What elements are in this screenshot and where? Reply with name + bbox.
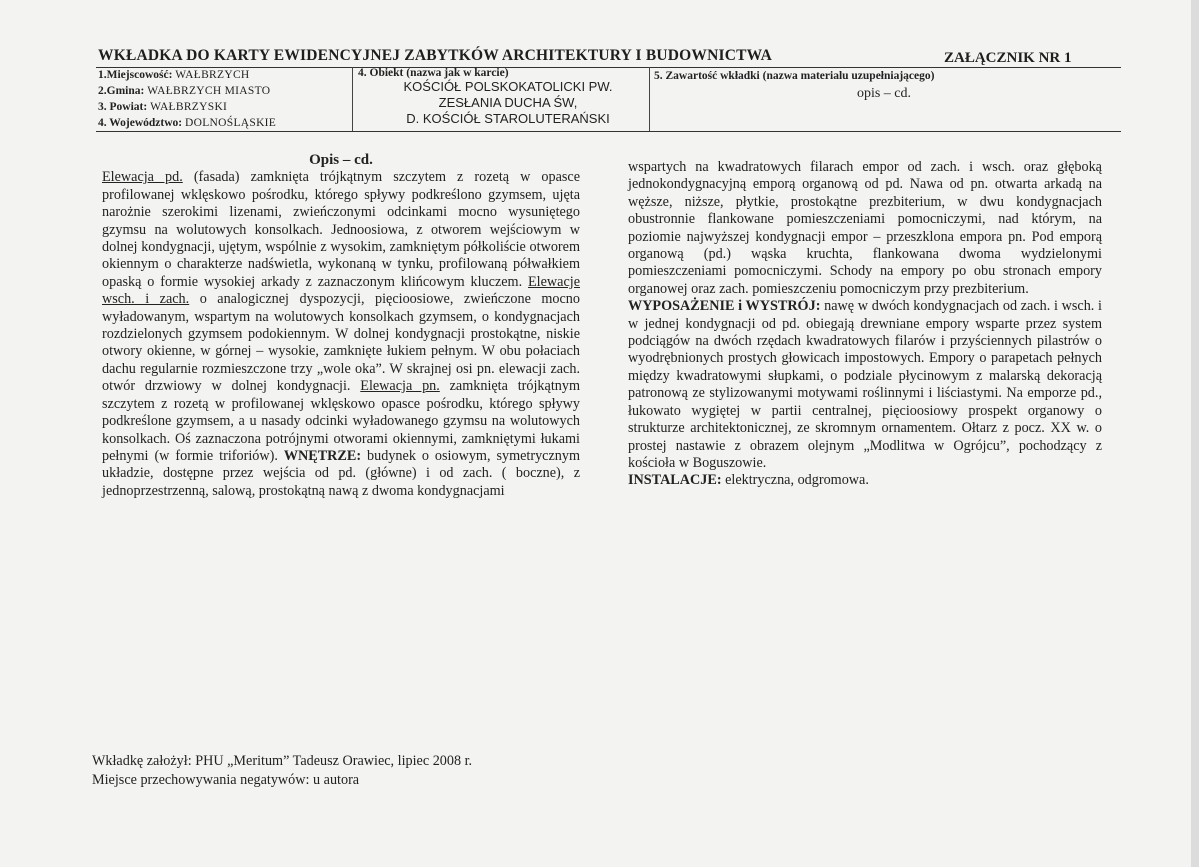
town-value: WAŁBRZYCH (175, 69, 250, 81)
footer-author: Wkładkę założył: PHU „Meritum” Tadeusz Orawiec, lipiec 2008 r. (92, 753, 473, 769)
east-west-elevation-text: o analogicznej dyspozycji, pięcioosiowe, zwieńczone mocno wyładowanym, wspartym na wolutowych konsolkach gzymsem, o kondygnacjach rozdzielonych gzymsem podokiennym. W dolnej kondygnacji prostokątne, niskie otwory okienne, w górnej – wysokie, zamknięte łukiem pełnym. W obu połaciach dachu regularnie rozmieszczone trzy „wole oka”. W skrajnej osi pn. elewacji zach. otwór drzwiowy w dolnej kondygnacji. (102, 291, 580, 395)
furnishings-text: nawę w dwóch kondygnacjach od zach. i wsch. i w jednej kondygnacji od pd. obiegają drewniane empory wsparte przez system podciągów na dwóch rzędach kwadratowych filarów i przyściennych pilastrów o wyodrębnionych prostych głowicach impostowych. Empory o parapetach pełnych między kwadratowymi słupkami, o podziale płycinowym z malarską dekoracją patronową ze stylizowanymi motywami roślinnymi i liściastymi. Na emporze pd., łukowato wygiętej w partii centralnej, pięcioosiowy prospekt organowy o strukturze architektonicznej, ze skromnym ornamentem. Ołtarz z pocz. XX w. o prostej nastawie z obrazem olejnym „Modlitwa w Ogrójcu”, pochodzący z kościoła w Boguszowie. (628, 298, 1102, 471)
object-name-line3: D. KOŚCIÓŁ STAROLUTERAŃSKI (406, 111, 610, 126)
voivodeship-row (98, 115, 276, 131)
interior-text-continued: wspartych na kwadratowych filarach empor od zach. i wsch. oraz głęboką jednokondygnacyjną emporą organową od pd. Nawa od pn. otwarta arkadą na węższe, niższe, płytkie, prostokątne prezbiterium, w dwu kondygnacjach obustronnie flankowane pomieszczeniami pomocniczymi, nad którym, na poziomie najwyższej kondygnacji empor – przeszklona empora pn. Pod emporą organową (pd.) wąska kruchta, flankowana dwoma wydzielonymi pomieszczeniami pomocniczymi. Schody na empory po obu stronach empory organowej oraz zach. pomieszczeniu pomocniczym przy prezbiterium. (628, 159, 1102, 297)
metadata-bottom-rule (96, 131, 1121, 132)
installations-heading: INSTALACJE: (628, 472, 722, 489)
content-block (654, 70, 1114, 102)
description-left-column (102, 152, 580, 500)
attachment-number: ZAŁĄCZNIK NR 1 (944, 50, 1072, 66)
installations-text: elektryczna, odgromowa. (721, 472, 869, 489)
metadata-divider-1 (352, 67, 353, 131)
footer (92, 752, 472, 790)
location-block (98, 67, 276, 131)
north-elevation-heading: Elewacja pn. (360, 378, 440, 395)
page-edge (1191, 0, 1199, 867)
object-name-line2: ZESŁANIA DUCHA ŚW, (438, 95, 578, 110)
object-name-line1: KOŚCIÓŁ POLSKOKATOLICKI PW. (403, 79, 613, 94)
footer-negatives-location: Miejsce przechowywania negatywów: u autora (92, 772, 360, 788)
north-elevation-text: zamknięta trójkątnym szczytem z rozetą w profilowanej wklęskowo opasce pośrodku, którego spływy podkreślone gzymsem, a u nasady odcinki wyładowanego gzymsu na wolutowych konsolkach. Oś zaznaczona potrójnymi otworami okiennymi, zamkniętymi łukami pełnymi (w formie triforiów). (102, 378, 580, 464)
voivodeship-label: 4. Województwo: (98, 117, 183, 129)
voivodeship-value: DOLNOŚLĄSKIE (185, 117, 277, 129)
commune-label: 2.Gmina: (98, 85, 145, 97)
south-elevation-text: (fasada) zamknięta trójkątnym szczytem z rozetą w opasce profilowanej wklęskowo pośrodku, którego spływy podkreślono gzymsem, ujęta narożnie szerokimi lizenami, zwieńczonymi odcinkami mocno wysuniętego gzymsu na wolutowych konsolkach. Jednoosiowa, z otworem wejściowym w dolnej kondygnacji, ujętym, wspólnie z wysokim, zamkniętym półkoliście otworem okiennym o charakterze nadświetla, wykonaną w tynku, profilowaną półwałkiem opaską o formie wysokiej arkady z zaznaczonym klińcowym kluczem. (102, 169, 581, 290)
interior-heading: WNĘTRZE: (283, 447, 362, 464)
object-name (368, 79, 648, 127)
commune-row (98, 83, 276, 99)
south-elevation-heading: Elewacja pd. (102, 169, 183, 186)
document-title: WKŁADKA DO KARTY EWIDENCYJNEJ ZABYTKÓW ARCHITEKTURY I BUDOWNICTWA (98, 47, 773, 64)
description-right-column (628, 159, 1102, 490)
county-label: 3. Powiat: (98, 101, 148, 113)
object-block (358, 67, 648, 127)
interior-text: budynek o osiowym, symetrycznym układzie, dostępne przez wejścia od pd. (główne) i od zach. ( boczne), z jednoprzestrzenną, salową, prostokątną nawą z dwoma kondygnacjami (102, 447, 580, 499)
county-value: WAŁBRZYSKI (150, 101, 228, 113)
commune-value: WAŁBRZYCH MIASTO (147, 85, 271, 97)
description-title: Opis – cd. (309, 152, 373, 168)
content-value: opis – cd. (856, 86, 912, 101)
east-west-elevation-heading: Elewacje wsch. i zach. (102, 273, 580, 308)
furnishings-heading: WYPOSAŻENIE i WYSTRÓJ: (628, 298, 821, 315)
metadata-divider-2 (649, 67, 650, 131)
town-label: 1.Miejscowość: (98, 69, 173, 81)
object-label: 4. Obiekt (nazwa jak w karcie) (358, 67, 509, 79)
county-row (98, 99, 276, 115)
town-row (98, 67, 276, 83)
content-label: 5. Zawartość wkładki (nazwa materialu uzupełniającego) (654, 70, 935, 82)
